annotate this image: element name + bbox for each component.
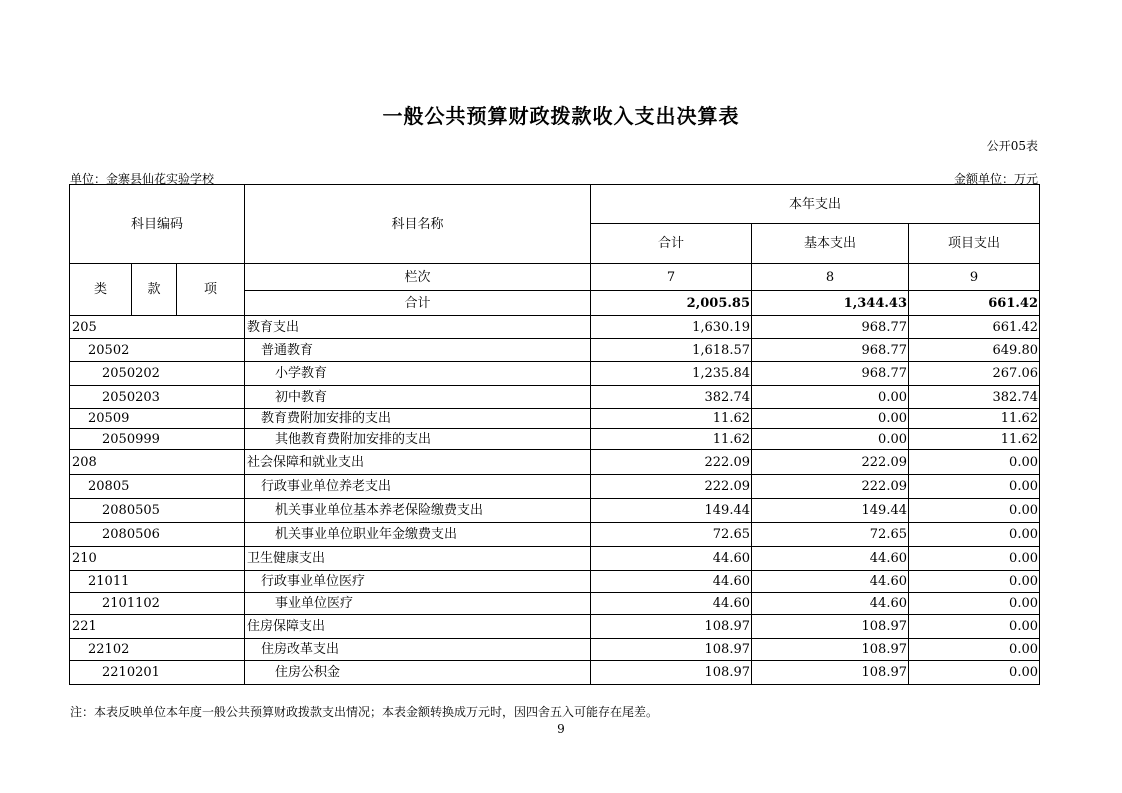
basic-cell: 44.60 bbox=[752, 547, 909, 571]
subject-name-cell: 行政事业单位养老支出 bbox=[245, 475, 591, 499]
project-cell: 382.74 bbox=[909, 386, 1040, 409]
total-cell: 44.60 bbox=[591, 571, 752, 593]
footnote: 注：本表反映单位本年度一般公共预算财政拨款支出情况；本表金额转换成万元时，因四舍五入可能存在尾差。 bbox=[70, 705, 659, 719]
table-row bbox=[70, 571, 1040, 593]
header-current-year-expense: 本年支出 bbox=[591, 185, 1040, 224]
basic-cell: 108.97 bbox=[752, 661, 909, 685]
project-cell: 0.00 bbox=[909, 571, 1040, 593]
total-cell: 44.60 bbox=[591, 593, 752, 615]
subject-code-cell: 210 bbox=[70, 547, 245, 571]
page-number: 9 bbox=[557, 722, 565, 736]
subject-name-cell: 事业单位医疗 bbox=[245, 593, 591, 615]
table-row bbox=[70, 639, 1040, 661]
table-row bbox=[70, 409, 1040, 429]
project-cell: 0.00 bbox=[909, 499, 1040, 523]
project-cell: 0.00 bbox=[909, 593, 1040, 615]
header-project: 项目支出 bbox=[909, 224, 1040, 264]
subject-name-cell: 其他教育费附加安排的支出 bbox=[245, 429, 591, 450]
subject-name-cell: 住房公积金 bbox=[245, 661, 591, 685]
project-cell: 11.62 bbox=[909, 429, 1040, 450]
total-cell: 222.09 bbox=[591, 450, 752, 475]
subject-code-cell: 2101102 bbox=[70, 593, 245, 615]
subject-code-cell: 2210201 bbox=[70, 661, 245, 685]
subject-name-cell: 教育费附加安排的支出 bbox=[245, 409, 591, 429]
basic-cell: 0.00 bbox=[752, 429, 909, 450]
project-cell: 649.80 bbox=[909, 339, 1040, 362]
total-cell: 1,630.19 bbox=[591, 316, 752, 339]
table-row bbox=[70, 615, 1040, 639]
subject-code-cell: 208 bbox=[70, 450, 245, 475]
total-cell: 11.62 bbox=[591, 429, 752, 450]
total-cell: 72.65 bbox=[591, 523, 752, 547]
table-row bbox=[70, 475, 1040, 499]
subject-name-cell: 卫生健康支出 bbox=[245, 547, 591, 571]
total-cell: 382.74 bbox=[591, 386, 752, 409]
subject-code-cell: 21011 bbox=[70, 571, 245, 593]
subject-name-cell: 教育支出 bbox=[245, 316, 591, 339]
header-subject-name: 科目名称 bbox=[245, 185, 591, 264]
project-cell: 0.00 bbox=[909, 615, 1040, 639]
table-row bbox=[70, 593, 1040, 615]
subject-name-cell: 行政事业单位医疗 bbox=[245, 571, 591, 593]
subject-code-cell: 20509 bbox=[70, 409, 245, 429]
subject-code-cell: 205 bbox=[70, 316, 245, 339]
header-column-label: 栏次 bbox=[245, 264, 591, 291]
project-cell: 661.42 bbox=[909, 316, 1040, 339]
basic-cell: 968.77 bbox=[752, 362, 909, 386]
table-row bbox=[70, 386, 1040, 409]
subject-code-cell: 2050999 bbox=[70, 429, 245, 450]
subject-code-cell: 221 bbox=[70, 615, 245, 639]
basic-cell: 149.44 bbox=[752, 499, 909, 523]
total-cell: 11.62 bbox=[591, 409, 752, 429]
table-row bbox=[70, 547, 1040, 571]
basic-cell: 44.60 bbox=[752, 593, 909, 615]
project-cell: 0.00 bbox=[909, 523, 1040, 547]
table-row bbox=[70, 523, 1040, 547]
basic-cell: 108.97 bbox=[752, 615, 909, 639]
header-subject-code: 科目编码 bbox=[70, 185, 245, 264]
subject-code-cell: 2050203 bbox=[70, 386, 245, 409]
total-cell: 108.97 bbox=[591, 639, 752, 661]
total-cell: 108.97 bbox=[591, 615, 752, 639]
table-row bbox=[70, 499, 1040, 523]
subject-code-cell: 2080505 bbox=[70, 499, 245, 523]
subject-name-cell: 初中教育 bbox=[245, 386, 591, 409]
table-row bbox=[70, 429, 1040, 450]
subject-code-cell: 20502 bbox=[70, 339, 245, 362]
total-cell: 44.60 bbox=[591, 547, 752, 571]
header-col-8: 8 bbox=[752, 264, 909, 291]
subject-name-cell: 社会保障和就业支出 bbox=[245, 450, 591, 475]
total-cell: 149.44 bbox=[591, 499, 752, 523]
table-row bbox=[70, 339, 1040, 362]
subject-name-cell: 小学教育 bbox=[245, 362, 591, 386]
header-basic: 基本支出 bbox=[752, 224, 909, 264]
header-lei: 类 bbox=[70, 264, 132, 316]
total-cell: 1,235.84 bbox=[591, 362, 752, 386]
table-row bbox=[70, 316, 1040, 339]
header-xiang: 项 bbox=[177, 264, 245, 316]
project-cell: 0.00 bbox=[909, 450, 1040, 475]
basic-cell: 222.09 bbox=[752, 450, 909, 475]
header-total: 合计 bbox=[591, 224, 752, 264]
expense-table bbox=[69, 184, 1040, 685]
project-cell: 11.62 bbox=[909, 409, 1040, 429]
subject-name-cell: 住房改革支出 bbox=[245, 639, 591, 661]
subject-code-cell: 2050202 bbox=[70, 362, 245, 386]
subject-name-cell: 住房保障支出 bbox=[245, 615, 591, 639]
subject-code-cell: 2080506 bbox=[70, 523, 245, 547]
basic-cell: 108.97 bbox=[752, 639, 909, 661]
basic-cell: 72.65 bbox=[752, 523, 909, 547]
project-cell: 0.00 bbox=[909, 639, 1040, 661]
basic-cell: 968.77 bbox=[752, 339, 909, 362]
total-row-label: 合计 bbox=[245, 291, 591, 316]
project-cell: 0.00 bbox=[909, 475, 1040, 499]
amount-unit-label: 金额单位：万元 bbox=[953, 172, 1038, 186]
table-row bbox=[70, 661, 1040, 685]
basic-cell: 222.09 bbox=[752, 475, 909, 499]
table-row bbox=[70, 450, 1040, 475]
header-col-7: 7 bbox=[591, 264, 752, 291]
project-cell: 267.06 bbox=[909, 362, 1040, 386]
header-kuan: 款 bbox=[132, 264, 177, 316]
total-row-project: 661.42 bbox=[909, 291, 1040, 316]
subject-code-cell: 20805 bbox=[70, 475, 245, 499]
basic-cell: 44.60 bbox=[752, 571, 909, 593]
project-cell: 0.00 bbox=[909, 661, 1040, 685]
basic-cell: 0.00 bbox=[752, 409, 909, 429]
total-cell: 108.97 bbox=[591, 661, 752, 685]
table-row bbox=[70, 362, 1040, 386]
subject-code-cell: 22102 bbox=[70, 639, 245, 661]
document-title: 一般公共预算财政拨款收入支出决算表 bbox=[382, 104, 740, 128]
subject-name-cell: 机关事业单位基本养老保险缴费支出 bbox=[245, 499, 591, 523]
total-row-basic: 1,344.43 bbox=[752, 291, 909, 316]
subject-name-cell: 普通教育 bbox=[245, 339, 591, 362]
subject-name-cell: 机关事业单位职业年金缴费支出 bbox=[245, 523, 591, 547]
unit-label: 单位：金寨县仙花实验学校 bbox=[70, 172, 215, 186]
basic-cell: 0.00 bbox=[752, 386, 909, 409]
basic-cell: 968.77 bbox=[752, 316, 909, 339]
header-col-9: 9 bbox=[909, 264, 1040, 291]
total-row-total: 2,005.85 bbox=[591, 291, 752, 316]
form-number: 公开05表 bbox=[986, 139, 1038, 153]
total-cell: 222.09 bbox=[591, 475, 752, 499]
project-cell: 0.00 bbox=[909, 547, 1040, 571]
total-cell: 1,618.57 bbox=[591, 339, 752, 362]
